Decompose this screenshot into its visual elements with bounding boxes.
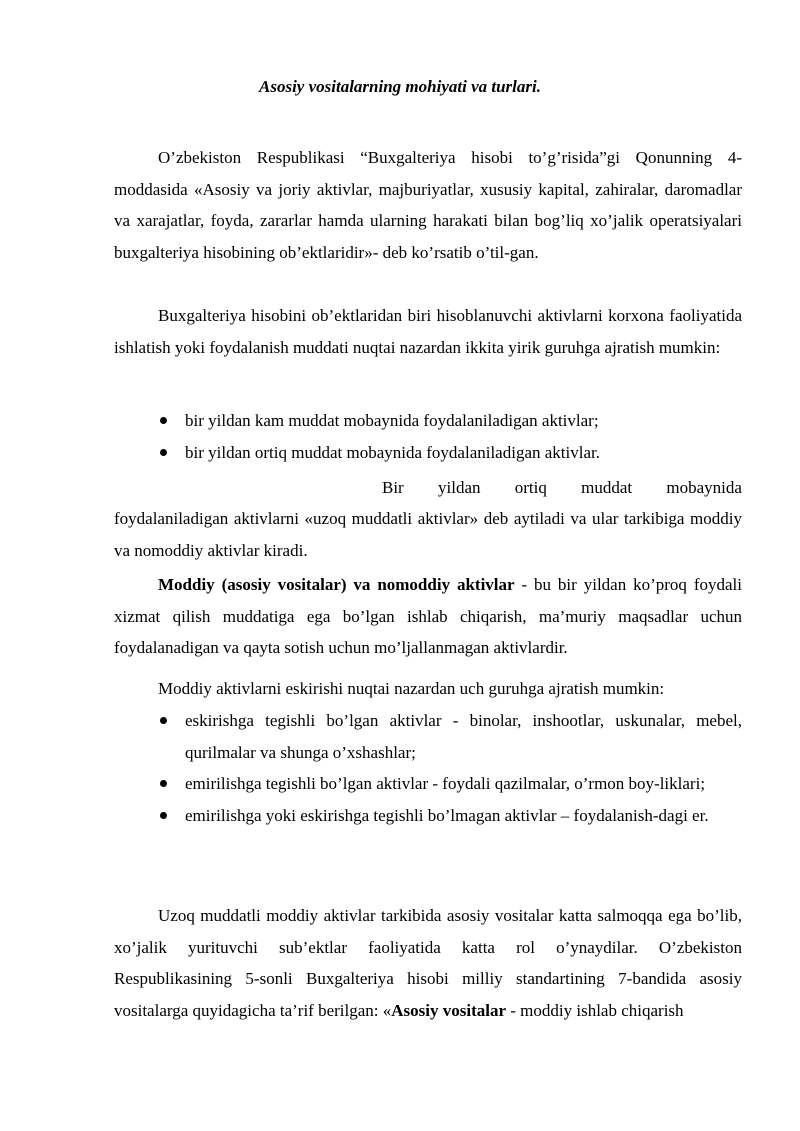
list-item: eskirishga tegishli bo’lgan aktivlar - binolar, inshootlar, uskunalar, mebel, qurilmalar va shunga o’xshashlar; [114, 705, 742, 768]
bold-term: Moddiy (asosiy vositalar) va nomoddiy aktivlar [158, 575, 515, 594]
paragraph-fixed-assets: Uzoq muddatli moddiy aktivlar tarkibida asosiy vositalar katta salmoqqa ega bo’lib, xo’jalik yurituvchi sub’ektlar faoliyatida katta rol o’ynaydilar. O’zbekiston Respublikasining 5-sonli Buxgalteriya hisobi milliy standartining 7-bandida asosiy vositalarga quyidagicha ta’rif berilgan: «Asosiy vositalar - moddiy ishlab chiqarish [114, 906, 742, 1020]
paragraph-tangible-definition: Moddiy (asosiy vositalar) va nomoddiy aktivlar - bu bir yildan ko’proq foydali xizmat qilish muddatiga ega bo’lgan ishlab chiqarish, ma’muriy maqsadlar uchun foydalanadigan va qayta sotish uchun mo’ljallanmagan aktivlardir. [114, 575, 742, 657]
bullet-icon [160, 449, 167, 456]
paragraph-law-reference: O’zbekiston Respublikasi “Buxgalteriya hisobi to’g’risida”gi Qonunning 4-moddasida «Asosiy va joriy aktivlar, majburiyatlar, xususiy kapital, zahiralar, daromadlar va xarajatlar, foyda, zararlar hamda ularning harakati bilan bog’liq xo’jalik operatsiyalari buxgalteriya hisobining ob’ektlaridir»- deb ko’rsatib o’til-gan. [114, 148, 742, 262]
list-item: emirilishga yoki eskirishga tegishli bo’lmagan aktivlar – foydalanish-dagi er. [114, 800, 742, 832]
depreciation-list [114, 705, 742, 831]
document-title: Asosiy vositalarning mohiyati va turlari. [259, 77, 541, 96]
asset-term-list [114, 405, 742, 468]
bullet-icon [160, 417, 167, 424]
paragraph-depreciation-groups: Moddiy aktivlarni eskirishi nuqtai nazardan uch guruhga ajratish mumkin: [158, 679, 665, 698]
bullet-icon [160, 812, 167, 819]
paragraph-long-term-first-line: Bir yildan ortiq muddat mobaynida [382, 478, 742, 497]
paragraph-asset-groups: Buxgalteriya hisobini ob’ektlaridan biri hisoblanuvchi aktivlarni korxona faoliyatida ishlatish yoki foydalanish muddati nuqtai nazardan ikkita yirik guruhga ajratish mumkin: [114, 306, 742, 357]
paragraph-long-term-assets: foydalaniladigan aktivlarni «uzoq muddatli aktivlar» deb aytiladi va ular tarkibiga moddiy va nomoddiy aktivlar kiradi. [114, 509, 742, 560]
bullet-icon [160, 780, 167, 787]
bold-term: Asosiy vositalar [391, 1000, 507, 1020]
list-item: emirilishga tegishli bo’lgan aktivlar - foydali qazilmalar, o’rmon boy-liklari; [114, 768, 742, 800]
list-item: bir yildan kam muddat mobaynida foydalaniladigan aktivlar; [114, 405, 742, 437]
list-item: bir yildan ortiq muddat mobaynida foydalaniladigan aktivlar. [114, 437, 742, 469]
bullet-icon [160, 717, 167, 724]
